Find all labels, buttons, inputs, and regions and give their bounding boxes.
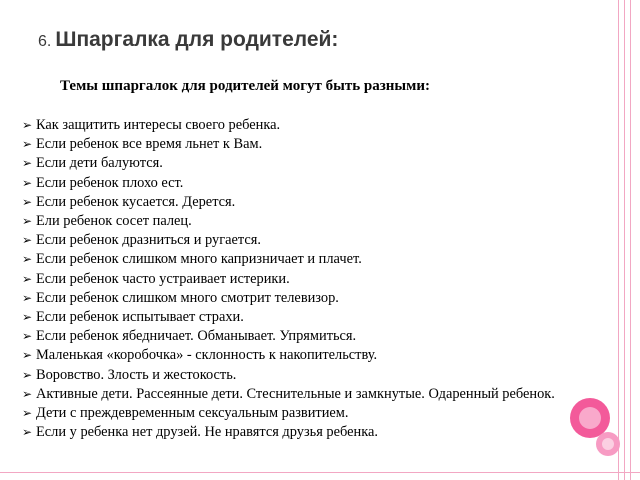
arrow-bullet-icon: ➢ bbox=[22, 175, 33, 190]
list-item-text: Если ребенок дразниться и ругается. bbox=[36, 232, 261, 249]
list-item-text: Если ребенок часто устраивает истерики. bbox=[36, 270, 290, 287]
list-item bbox=[22, 250, 562, 269]
arrow-bullet-icon: ➢ bbox=[22, 348, 33, 363]
list-item-text: Если ребенок кусается. Дерется. bbox=[36, 193, 236, 210]
list-item bbox=[22, 193, 562, 212]
list-item-text: Если ребенок испытывает страхи. bbox=[36, 309, 244, 326]
list-item-text: Если ребенок слишком много смотрит телевизор. bbox=[36, 289, 339, 306]
list-item-text: Воровство. Злость и жестокость. bbox=[36, 366, 237, 383]
list-item bbox=[22, 154, 562, 173]
arrow-bullet-icon: ➢ bbox=[22, 118, 33, 132]
arrow-bullet-icon: ➢ bbox=[22, 290, 33, 305]
list-item bbox=[22, 135, 562, 154]
arrow-bullet-icon: ➢ bbox=[22, 156, 33, 171]
list-item-text: Если ребенок все время льнет к Вам. bbox=[36, 136, 263, 153]
arrow-bullet-icon: ➢ bbox=[22, 252, 33, 267]
list-item-text: Дети с преждевременным сексуальным развитием. bbox=[36, 405, 349, 422]
list-item bbox=[22, 289, 562, 308]
slide-subtitle: Темы шпаргалок для родителей могут быть разными: bbox=[60, 78, 430, 94]
list-item bbox=[22, 116, 562, 135]
list-item bbox=[22, 174, 562, 193]
list-item bbox=[22, 346, 562, 365]
list-item bbox=[22, 404, 562, 423]
border-line-horizontal bbox=[0, 472, 640, 473]
arrow-bullet-icon: ➢ bbox=[22, 233, 33, 248]
list-item-text: Если дети балуются. bbox=[36, 155, 163, 172]
list-item bbox=[22, 308, 562, 327]
border-line-vertical-2 bbox=[624, 0, 625, 480]
title-number: 6. bbox=[38, 33, 52, 50]
border-line-vertical-1 bbox=[618, 0, 619, 480]
slide-title bbox=[38, 28, 338, 52]
list-item bbox=[22, 423, 562, 442]
topics-list bbox=[22, 116, 562, 442]
list-item bbox=[22, 327, 562, 346]
list-item-text: Активные дети. Рассеянные дети. Стеснительные и замкнутые. Одаренный ребенок. bbox=[36, 385, 555, 402]
arrow-bullet-icon: ➢ bbox=[22, 194, 33, 209]
list-item-text: Если ребенок ябедничает. Обманывает. Упрямиться. bbox=[36, 328, 357, 345]
list-item-text: Если ребенок плохо ест. bbox=[36, 174, 184, 191]
list-item bbox=[22, 366, 562, 385]
list-item bbox=[22, 270, 562, 289]
arrow-bullet-icon: ➢ bbox=[22, 271, 33, 286]
list-item-text: Если у ребенка нет друзей. Не нравятся друзья ребенка. bbox=[36, 424, 378, 441]
decorative-circle-small bbox=[596, 432, 620, 456]
arrow-bullet-icon: ➢ bbox=[22, 425, 33, 440]
arrow-bullet-icon: ➢ bbox=[22, 214, 33, 229]
arrow-bullet-icon: ➢ bbox=[22, 367, 33, 382]
border-line-vertical-3 bbox=[630, 0, 631, 480]
arrow-bullet-icon: ➢ bbox=[22, 137, 33, 152]
list-item-text: Ели ребенок сосет палец. bbox=[36, 213, 192, 230]
list-item-text: Если ребенок слишком много капризничает и плачет. bbox=[36, 251, 362, 268]
list-item-text: Маленькая «коробочка» - склонность к накопительству. bbox=[36, 347, 378, 364]
list-item bbox=[22, 212, 562, 231]
arrow-bullet-icon: ➢ bbox=[22, 329, 33, 344]
arrow-bullet-icon: ➢ bbox=[22, 310, 33, 325]
list-item bbox=[22, 231, 562, 250]
title-text: Шпаргалка для родителей: bbox=[55, 28, 339, 51]
list-item bbox=[22, 385, 562, 404]
arrow-bullet-icon: ➢ bbox=[22, 386, 33, 401]
arrow-bullet-icon: ➢ bbox=[22, 406, 33, 421]
list-item-text: Как защитить интересы своего ребенка. bbox=[36, 117, 281, 133]
